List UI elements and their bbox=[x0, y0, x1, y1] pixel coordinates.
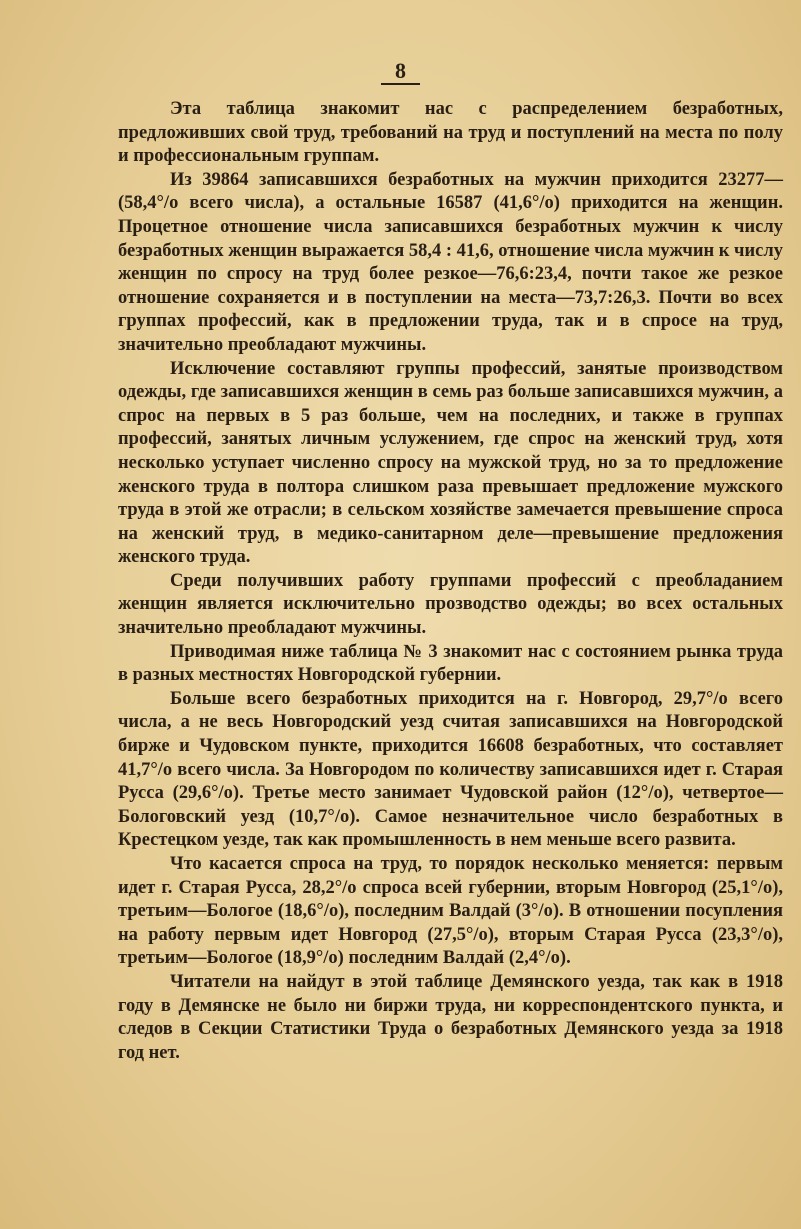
page-number: 8 bbox=[0, 58, 801, 84]
paragraph-7: Что касается спроса на труд, то порядок несколько меняется: первым идет г. Старая Русса, 28,2°/о спроса всей губернии, вторым Новгород (25,1°/о), третьим—Бологое (18,6°/о), последним Валдай (3°/о). В отношении посупления на работу первым идет Новгород (27,5°/о), вторым Старая Русса (23,3°/о), третьим—Бологое (18,9°/о) последним Валдай (2,4°/о). bbox=[118, 854, 783, 969]
paragraph-4: Среди получивших работу группами профессий с преобладанием женщин является исключительно прозводство одежды; во всех остальных значительно преобладают мужчины. bbox=[118, 570, 783, 639]
paragraph-2: Из 39864 записавшихся безработных на мужчин приходится 23277—(58,4°/о всего числа), а остальные 16587 (41,6°/о) приходится на женщин. Процетное отношение числа записавшихся безработных мужчин к числу безработных женщин выражается 58,4 : 41,6, отношение числа мужчин к числу женщин по спросу на труд более резкое—76,6:23,4, почти такое же резкое отношение сохраняется и в поступлении на места—73,7:26,3. Почти во всех группах профессий, как в предложении труда, так и в спросе на труд, значительно преобладают мужчины. bbox=[118, 169, 783, 355]
paragraph-1: Эта таблица знакомит нас с распределением безработных, предложивших свой труд, требований на труд и поступлений на места по полу и профессиональным группам. bbox=[118, 99, 783, 167]
paragraph-5: Приводимая ниже таблица № 3 знакомит нас с состоянием рынка труда в разных местностях Новгородской губернии. bbox=[118, 641, 783, 686]
paragraph-3: Исключение составляют группы профессий, занятые производством одежды, где записавшихся женщин в семь раз больше записавшихся мужчин, а спрос на первых в 5 раз больше, чем на последних, и также в группах профессий, занятых личным услужением, где спрос на женский труд, хотя несколько уступает численно спросу на мужской труд, но за то предложение женского труда в полтора слишком раза превышает предложение мужского труда в этой же отрасли; в сельском хозяйстве замечается превышение спроса на женский труд, в медико-санитарном деле—превышение предложения женского труда. bbox=[118, 358, 783, 568]
paragraph-8: Читатели на найдут в этой таблице Демянского уезда, так как в 1918 году в Демянске не было ни биржи труда, ни корреспондентского пункта, и следов в Секции Статистики Труда о безработных Демянского уезда за 1918 год нет. bbox=[118, 971, 783, 1063]
text-body bbox=[118, 98, 783, 1065]
paragraph-6: Больше всего безработных приходится на г. Новгород, 29,7°/о всего числа, а не весь Новгородский уезд считая записавшихся на Новгородской бирже и Чудовском пункте, приходится 16608 безработных, что составляет 41,7°/о всего числа. За Новгородом по количеству записавшихся идет г. Старая Русса (29,6°/о). Третье место занимает Чудовской район (12°/о), четвертое—Бологовский уезд (10,7°/о). Самое незначительное число безработных в Крестецком уезде, так как промышленность в нем меньше всего развита. bbox=[118, 688, 783, 851]
